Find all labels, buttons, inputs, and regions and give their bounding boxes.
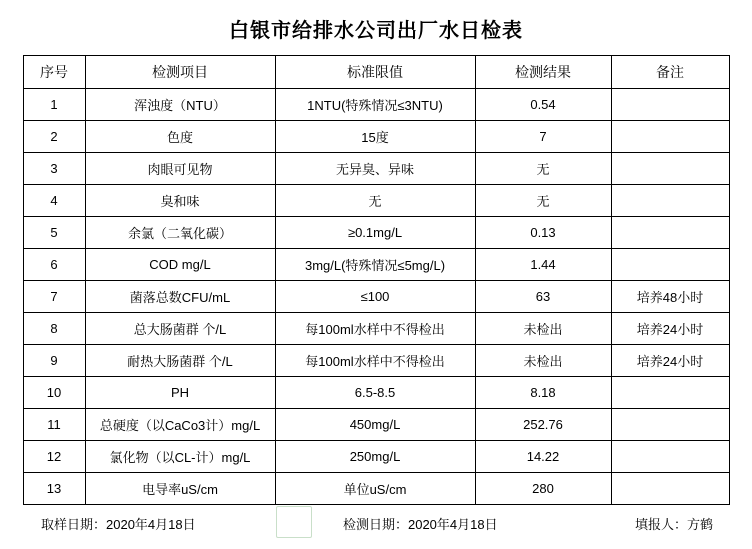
cell-index: 11 xyxy=(23,409,85,441)
cell-remark: 培养24小时 xyxy=(611,313,729,345)
cell-result: 0.54 xyxy=(475,89,611,121)
cell-standard: ≥0.1mg/L xyxy=(275,217,475,249)
testing-date: 检测日期：2020年4月18日 xyxy=(342,517,498,532)
cell-standard: 每100ml水样中不得检出 xyxy=(275,345,475,377)
column-header-index: 序号 xyxy=(23,56,85,89)
table-row xyxy=(23,409,729,441)
cell-result: 14.22 xyxy=(475,441,611,473)
cell-index: 12 xyxy=(23,441,85,473)
cell-index: 3 xyxy=(23,153,85,185)
cell-standard: 每100ml水样中不得检出 xyxy=(275,313,475,345)
table-row xyxy=(23,345,729,377)
cell-result: 1.44 xyxy=(475,249,611,281)
cell-item: 菌落总数CFU/mL xyxy=(85,281,275,313)
cell-item: 耐热大肠菌群 个/L xyxy=(85,345,275,377)
column-header-item: 检测项目 xyxy=(85,56,275,89)
table-row xyxy=(23,153,729,185)
table-row xyxy=(23,217,729,249)
table-row xyxy=(23,281,729,313)
cell-item: 臭和味 xyxy=(85,185,275,217)
cell-result: 252.76 xyxy=(475,409,611,441)
cell-result: 无 xyxy=(475,153,611,185)
column-header-standard: 标准限值 xyxy=(275,56,475,89)
cell-standard: 15度 xyxy=(275,121,475,153)
table-row xyxy=(23,249,729,281)
cell-index: 9 xyxy=(23,345,85,377)
cell-standard: 450mg/L xyxy=(275,409,475,441)
table-row xyxy=(23,441,729,473)
cell-result: 未检出 xyxy=(475,313,611,345)
cell-index: 7 xyxy=(23,281,85,313)
column-header-remark: 备注 xyxy=(611,56,729,89)
cell-remark xyxy=(611,249,729,281)
cell-item: PH xyxy=(85,377,275,409)
column-header-result: 检测结果 xyxy=(475,56,611,89)
cell-index: 2 xyxy=(23,121,85,153)
cell-remark xyxy=(611,473,729,505)
cell-standard: 250mg/L xyxy=(275,441,475,473)
cell-item: 余氯（二氧化碳） xyxy=(85,217,275,249)
cell-remark xyxy=(611,121,729,153)
table-row xyxy=(23,185,729,217)
reporter-name: 填报人：方鹤 xyxy=(634,517,713,532)
table-body xyxy=(23,89,729,505)
cell-standard: ≤100 xyxy=(275,281,475,313)
cell-standard: 无 xyxy=(275,185,475,217)
cell-item: 色度 xyxy=(85,121,275,153)
cell-index: 5 xyxy=(23,217,85,249)
table-row xyxy=(23,473,729,505)
cell-remark xyxy=(611,153,729,185)
cell-standard: 无异臭、异味 xyxy=(275,153,475,185)
cell-index: 10 xyxy=(23,377,85,409)
cell-index: 13 xyxy=(23,473,85,505)
cell-result: 63 xyxy=(475,281,611,313)
cell-result: 280 xyxy=(475,473,611,505)
cell-item: 总大肠菌群 个/L xyxy=(85,313,275,345)
cell-remark: 培养24小时 xyxy=(611,345,729,377)
cell-item: COD mg/L xyxy=(85,249,275,281)
table-header xyxy=(23,56,729,89)
cell-result: 8.18 xyxy=(475,377,611,409)
table-row xyxy=(23,313,729,345)
cell-standard: 6.5-8.5 xyxy=(275,377,475,409)
cell-item: 氯化物（以CL-计）mg/L xyxy=(85,441,275,473)
cell-remark: 培养48小时 xyxy=(611,281,729,313)
cell-remark xyxy=(611,409,729,441)
cell-result: 未检出 xyxy=(475,345,611,377)
cell-item: 电导率uS/cm xyxy=(85,473,275,505)
footer-row xyxy=(23,505,729,533)
cell-item: 浑浊度（NTU） xyxy=(85,89,275,121)
cell-index: 1 xyxy=(23,89,85,121)
cell-remark xyxy=(611,377,729,409)
page-title: 白银市给排水公司出厂水日检表 xyxy=(229,20,523,42)
cell-remark xyxy=(611,185,729,217)
table-header-row xyxy=(23,56,729,89)
table-row xyxy=(23,377,729,409)
cell-standard: 3mg/L(特殊情况≤5mg/L) xyxy=(275,249,475,281)
cell-index: 8 xyxy=(23,313,85,345)
cell-remark xyxy=(611,217,729,249)
cell-index: 4 xyxy=(23,185,85,217)
water-inspection-table xyxy=(23,55,730,505)
sampling-date: 取样日期：2020年4月18日 xyxy=(41,517,196,532)
cell-item: 总硬度（以CaCo3计）mg/L xyxy=(85,409,275,441)
cell-standard: 1NTU(特殊情况≤3NTU) xyxy=(275,89,475,121)
cell-remark xyxy=(611,89,729,121)
table-row xyxy=(23,89,729,121)
table-row xyxy=(23,121,729,153)
cell-result: 0.13 xyxy=(475,217,611,249)
cell-index: 6 xyxy=(23,249,85,281)
cell-result: 无 xyxy=(475,185,611,217)
cell-item: 肉眼可见物 xyxy=(85,153,275,185)
cell-result: 7 xyxy=(475,121,611,153)
cell-remark xyxy=(611,441,729,473)
cell-standard: 单位uS/cm xyxy=(275,473,475,505)
